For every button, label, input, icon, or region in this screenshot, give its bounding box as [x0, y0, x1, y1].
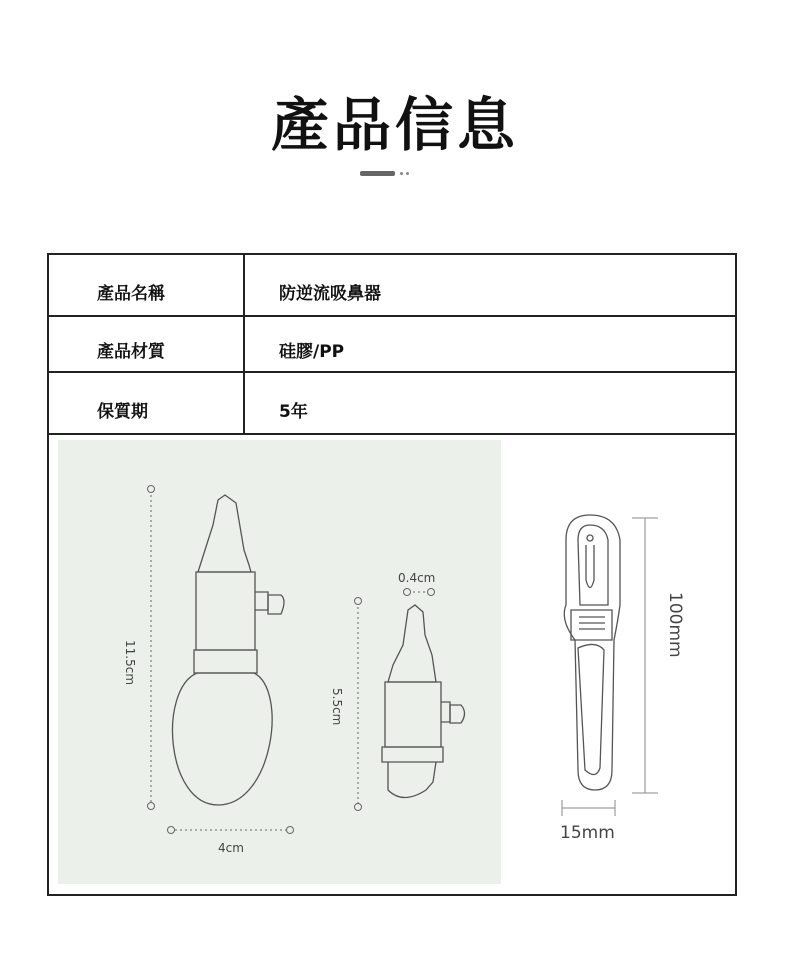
large-body — [196, 572, 255, 650]
small-bulb — [388, 762, 436, 798]
row-label: 產品材質 — [97, 342, 165, 362]
large-ring — [194, 650, 257, 673]
large-bulb — [173, 673, 273, 805]
small-valve — [450, 705, 465, 723]
table-row — [49, 255, 735, 317]
table-row — [49, 317, 735, 373]
small-tip-label: 0.4cm — [398, 571, 436, 585]
tweezer-width-label: 15mm — [560, 823, 615, 843]
row-value: 5年 — [279, 402, 308, 422]
row-value: 防逆流吸鼻器 — [279, 284, 381, 304]
large-width-label: 4cm — [218, 841, 244, 855]
tweezer-length-label: 100mm — [665, 592, 685, 658]
page-title: 產品信息 — [270, 91, 519, 159]
small-height-label: 5.5cm — [330, 688, 344, 726]
tweezer-grip — [571, 610, 612, 640]
table-row — [49, 373, 735, 435]
tweezer-diagram — [540, 500, 710, 850]
row-value: 硅膠/PP — [279, 342, 345, 362]
large-height-label: 11.5cm — [123, 640, 137, 686]
large-tip — [198, 495, 251, 572]
large-valve — [268, 595, 284, 614]
tweezer-outline — [564, 515, 620, 790]
aspirator-diagram — [58, 440, 501, 884]
small-tip — [388, 605, 436, 682]
row-label: 保質期 — [97, 402, 148, 422]
small-ring — [382, 747, 443, 762]
small-body — [385, 682, 441, 747]
row-label: 產品名稱 — [97, 284, 165, 304]
product-illustration-panel — [58, 440, 501, 884]
